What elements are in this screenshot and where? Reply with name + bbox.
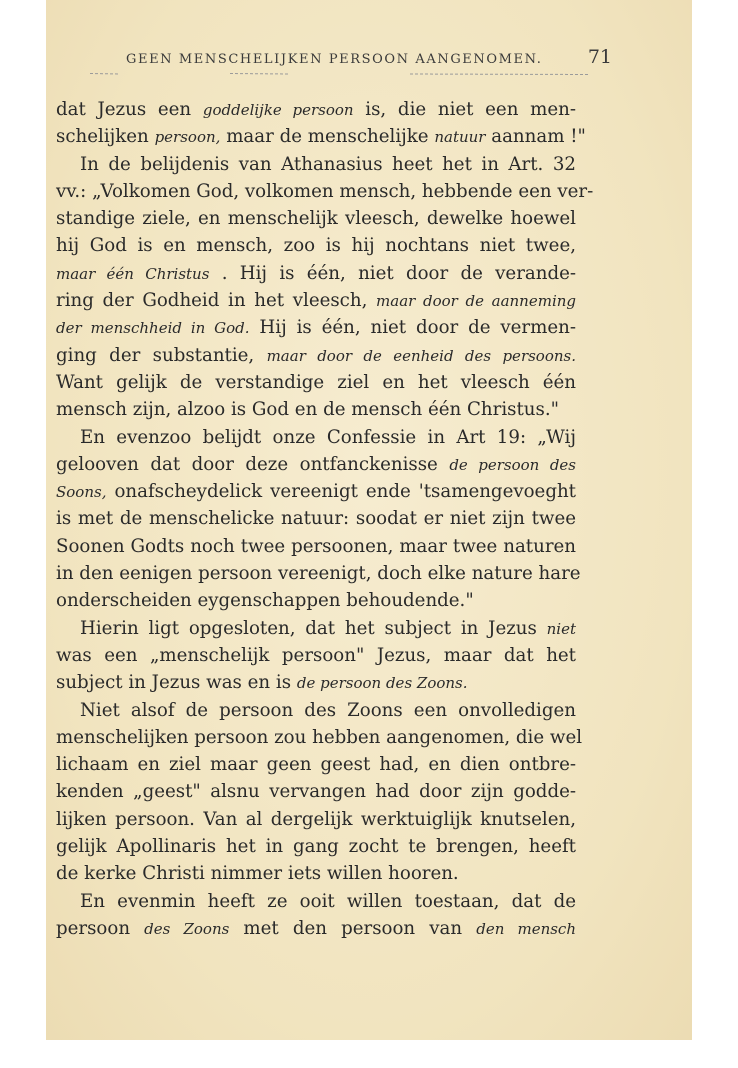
text-line: ging der substantie, maar door de eenheid des persoons.: [56, 344, 576, 366]
text-line: Hierin ligt opgesloten, dat het subject in Jezus niet: [80, 617, 576, 639]
text-line: dat Jezus een goddelijke persoon is, die niet een men-: [56, 99, 576, 120]
text-line: is met de menschelicke natuur: soodat er niet zijn twee: [56, 508, 576, 530]
text-line: standige ziele, en menschelijk vleesch, dewelke hoewel: [56, 208, 576, 230]
text-line: Niet alsof de persoon des Zoons een onvolledigen: [80, 699, 576, 721]
text-line: lichaam en ziel maar geen geest had, en dien ontbre-: [56, 754, 576, 776]
text-line: persoon des Zoons met den persoon van den mensch: [56, 917, 576, 939]
italic-phrase: de persoon des: [449, 455, 576, 474]
italic-phrase: Soons,: [56, 483, 107, 502]
text-line: mensch zijn, alzoo is God en de mensch één Christus.": [56, 399, 559, 421]
italic-phrase: des Zoons: [144, 919, 230, 938]
text-line: subject in Jezus was en is de persoon des Zoons.: [56, 672, 468, 694]
text-line: onderscheiden eygenschappen behoudende.": [56, 590, 474, 612]
text-line: de kerke Christi nimmer iets willen hooren.: [56, 863, 459, 885]
text-line: hij God is en mensch, zoo is hij nochtans niet twee,: [56, 235, 576, 257]
text-line: was een „menschelijk persoon" Jezus, maar dat het: [56, 644, 576, 666]
text-line: der menschheid in God. Hij is één, niet door de vermen-: [56, 317, 576, 339]
header-title: GEEN MENSCHELIJKEN PERSOON AANGENOMEN.: [126, 52, 543, 67]
page-number: 71: [587, 46, 612, 68]
text-line: Want gelijk de verstandige ziel en het vleesch één: [56, 371, 576, 393]
italic-phrase: der menschheid in God.: [56, 319, 250, 338]
text-line: gelooven dat door deze ontfanckenisse de persoon des: [56, 453, 576, 475]
text-line: schelijken persoon, maar de menschelijke natuur aannam !": [56, 126, 586, 148]
italic-phrase: maar door de aanneming: [376, 292, 576, 311]
text-line: En evenzoo belijdt onze Confessie in Art 19: „Wij: [80, 426, 576, 448]
text-line: menschelijken persoon zou hebben aangenomen, die wel: [56, 726, 583, 748]
italic-phrase: maar één Christus: [56, 264, 210, 283]
text-line: maar één Christus . Hij is één, niet door de verande-: [56, 262, 577, 284]
italic-phrase: persoon,: [154, 128, 221, 147]
body-text: [56, 96, 594, 942]
text-line: ring der Godheid in het vleesch, maar door de aanneming: [56, 290, 576, 312]
text-line: vv.: „Volkomen God, volkomen mensch, hebbende een ver-: [56, 180, 594, 202]
italic-phrase: de persoon des Zoons.: [296, 674, 468, 693]
italic-phrase: goddelijke persoon: [202, 101, 354, 119]
italic-phrase: den mensch: [476, 919, 576, 938]
text-line: En evenmin heeft ze ooit willen toestaan, dat de: [80, 890, 576, 912]
text-line: lijken persoon. Van al dergelijk werktuiglijk knutselen,: [56, 808, 576, 830]
italic-phrase: maar door de eenheid des persoons.: [266, 346, 576, 365]
running-header: [56, 48, 616, 72]
text-line: In de belijdenis van Athanasius heet het in Art. 32: [80, 153, 576, 175]
text-line: gelijk Apollinaris het in gang zocht te brengen, heeft: [56, 836, 576, 858]
text-line: in den eenigen persoon vereenigt, doch elke nature hare: [56, 563, 581, 585]
italic-phrase: natuur: [434, 128, 486, 147]
text-line: Soons, onafscheydelick vereenigt ende 'tsamengevoeght: [56, 481, 576, 503]
header-rule: [90, 72, 590, 76]
text-line: kenden „geest" alsnu vervangen had door zijn godde-: [56, 781, 576, 803]
text-line: Soonen Godts noch twee persoonen, maar twee naturen: [56, 535, 576, 557]
italic-phrase: niet: [546, 619, 576, 638]
